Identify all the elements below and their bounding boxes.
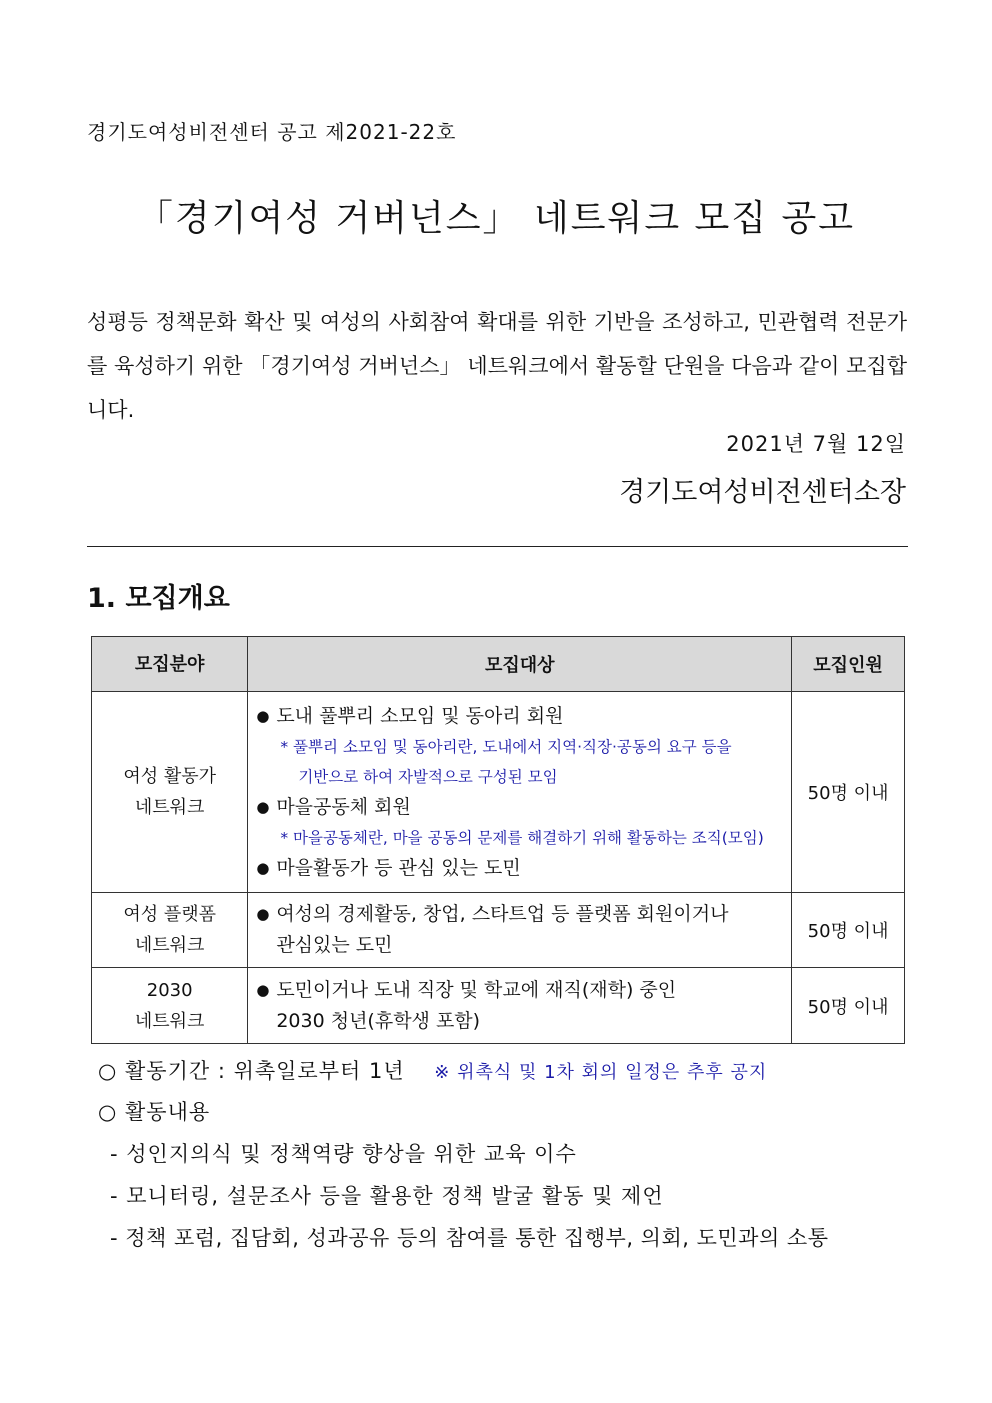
target-text-continued: 관심있는 도민 bbox=[276, 934, 393, 956]
activity-period-note: ※ 위촉식 및 1차 회의 일정은 추후 공지 bbox=[434, 1062, 768, 1083]
signer: 경기도여성비전센터소장 bbox=[619, 477, 906, 508]
bullet-icon: ● bbox=[256, 706, 270, 725]
field-line: 네트워크 bbox=[134, 797, 205, 818]
count-cell: 50명 이내 bbox=[792, 893, 905, 968]
recruitment-table bbox=[91, 636, 905, 1044]
activity-item: - 성인지의식 및 정책역량 향상을 위한 교육 이수 bbox=[110, 1142, 577, 1166]
list-item bbox=[256, 853, 783, 884]
table-row bbox=[92, 893, 905, 968]
bullet-icon: ● bbox=[256, 858, 270, 877]
table-header-row bbox=[92, 637, 905, 692]
list-item bbox=[256, 899, 783, 930]
intro-paragraph: 성평등 정책문화 확산 및 여성의 사회참여 확대를 위한 기반을 조성하고, 민관협력 전문가를 육성하기 위한 「경기여성 거버넌스」 네트워크에서 활동할 단원을 다음과 같이 모집합니다. bbox=[87, 310, 907, 422]
field-line: 네트워크 bbox=[134, 1010, 205, 1032]
target-text: 도내 풀뿌리 소모임 및 동아리 회원 bbox=[276, 704, 564, 727]
target-text: 마을활동가 등 관심 있는 도민 bbox=[276, 856, 521, 879]
table-row bbox=[92, 968, 905, 1044]
count-cell: 50명 이내 bbox=[792, 968, 905, 1044]
field-cell bbox=[92, 968, 248, 1044]
header-field: 모집분야 bbox=[92, 637, 248, 692]
target-text: 여성의 경제활동, 창업, 스타트업 등 플랫폼 회원이거나 bbox=[276, 903, 729, 925]
list-item bbox=[256, 975, 783, 1006]
field-line: 여성 플랫폼 bbox=[123, 904, 216, 925]
target-cell bbox=[248, 692, 792, 893]
list-item bbox=[256, 701, 783, 732]
section-heading: 1. 모집개요 bbox=[87, 583, 230, 614]
field-line: 네트워크 bbox=[134, 935, 205, 956]
field-line: 2030 bbox=[146, 979, 193, 1001]
target-text-continued: 2030 청년(휴학생 포함) bbox=[276, 1009, 481, 1032]
activity-period-label: ○ 활동기간 : 위촉일로부터 1년 bbox=[98, 1059, 405, 1083]
header-target: 모집대상 bbox=[248, 637, 792, 692]
target-cell bbox=[248, 893, 792, 968]
activity-item: - 정책 포럼, 집담회, 성과공유 등의 참여를 통한 집행부, 의회, 도민과의 소통 bbox=[110, 1226, 829, 1250]
bullet-icon: ● bbox=[256, 905, 270, 923]
page-title: 「경기여성 거버넌스」 네트워크 모집 공고 bbox=[136, 198, 856, 239]
target-text: 마을공동체 회원 bbox=[276, 795, 411, 818]
bullet-icon: ● bbox=[256, 980, 270, 999]
field-line: 여성 활동가 bbox=[123, 766, 216, 787]
target-cell bbox=[248, 968, 792, 1044]
field-cell bbox=[92, 893, 248, 968]
notice-number: 경기도여성비전센터 공고 제2021-22호 bbox=[87, 120, 457, 144]
header-count: 모집인원 bbox=[792, 637, 905, 692]
activity-content-label: ○ 활동내용 bbox=[98, 1100, 211, 1124]
bullet-icon: ● bbox=[256, 797, 270, 816]
target-text: 도민이거나 도내 직장 및 학교에 재직(재학) 중인 bbox=[276, 978, 677, 1001]
activity-period bbox=[98, 1055, 767, 1085]
divider bbox=[87, 546, 908, 547]
activity-item: - 모니터링, 설문조사 등을 활용한 정책 발굴 활동 및 제언 bbox=[110, 1184, 664, 1208]
notice-date: 2021년 7월 12일 bbox=[726, 432, 906, 456]
footnote: 기반으로 하여 자발적으로 구성된 모임 bbox=[298, 767, 558, 786]
count-cell: 50명 이내 bbox=[792, 692, 905, 893]
list-item bbox=[256, 792, 783, 823]
table-row bbox=[92, 692, 905, 893]
footnote: * 풀뿌리 소모임 및 동아리란, 도내에서 지역·직장·공동의 요구 등을 bbox=[280, 737, 732, 756]
field-cell bbox=[92, 692, 248, 893]
footnote: * 마을공동체란, 마을 공동의 문제를 해결하기 위해 활동하는 조직(모임) bbox=[280, 828, 764, 847]
